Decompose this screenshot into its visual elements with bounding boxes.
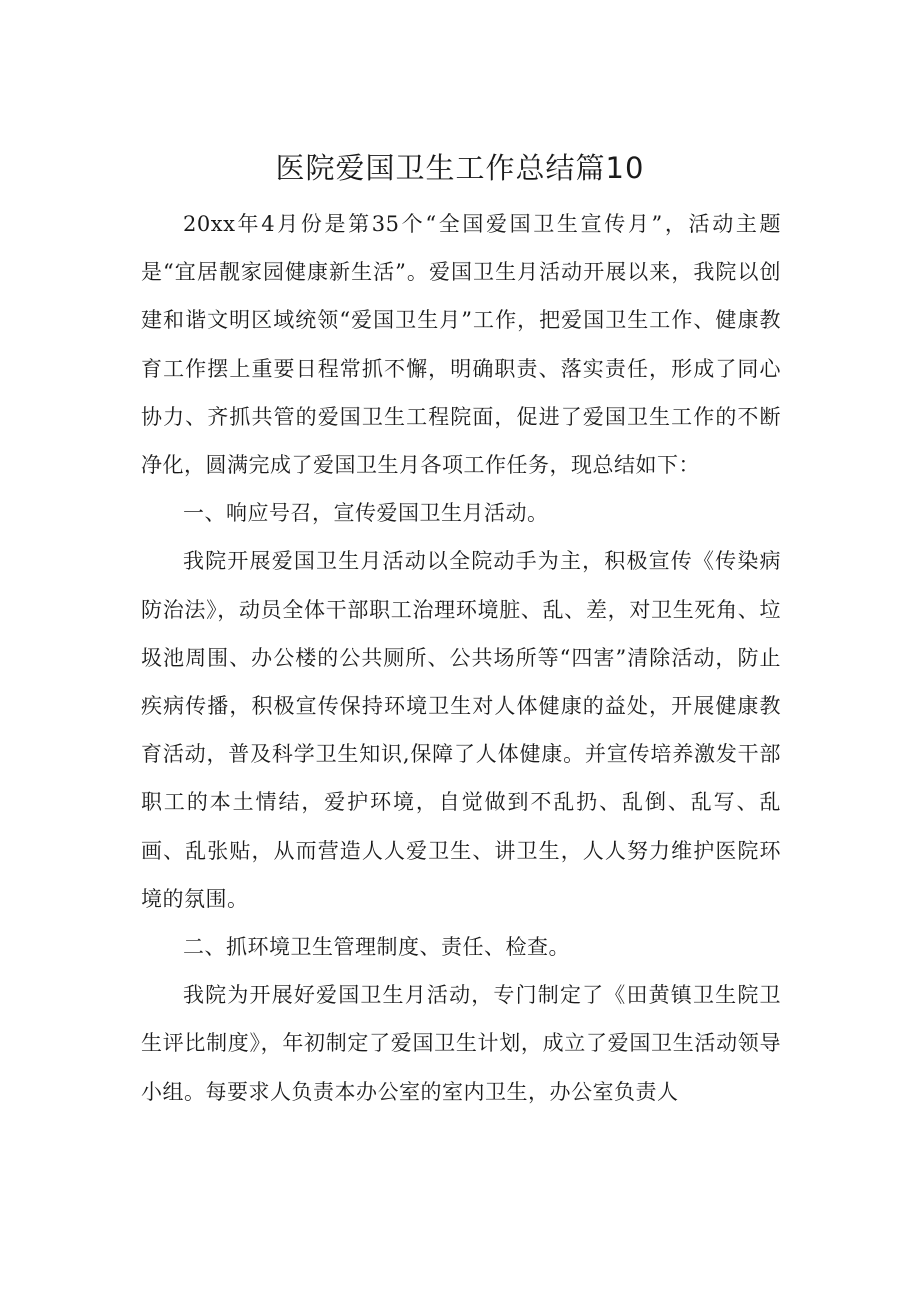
section-heading-1: 一、响应号召，宣传爱国卫生月活动。 (183, 501, 549, 526)
paragraph-section-1: 我院开展爱国卫生月活动以全院动手为主，积极宣传《传染病防治法》，动员全体干部职工治理环境脏、乱、差，对卫生死角、垃圾池周围、办公楼的公共厕所、公共场所等“四害”清除活动，防止疾病传播，积极宣传保持环境卫生对人体健康的益处，开展健康教育活动，普及科学卫生知识,保障了人体健康。并宣传培养激发干部职工的本土情结，爱护环境，自觉做到不乱扔、乱倒、乱写、乱画、乱张贴，从而营造人人爱卫生、讲卫生，人人努力维护医院环境的氛围。 (141, 549, 781, 911)
document-title: 医院爱国卫生工作总结篇10 (275, 151, 645, 185)
paragraph-intro: 20xx年4月份是第35个“全国爱国卫生宣传月”，活动主题是“宜居靓家园健康新生活”。爱国卫生月活动开展以来，我院以创建和谐文明区域统领“爱国卫生月”工作，把爱国卫生工作、健康教育工作摆上重要日程常抓不懈，明确职责、落实责任，形成了同心协力、齐抓共管的爱国卫生工程院面，促进了爱国卫生工作的不断净化，圆满完成了爱国卫生月各项工作任务，现总结如下： (141, 212, 781, 478)
section-heading-2: 二、抓环境卫生管理制度、责任、检查。 (183, 935, 570, 960)
paragraph-section-2: 我院为开展好爱国卫生月活动，专门制定了《田黄镇卫生院卫生评比制度》，年初制定了爱国卫生计划，成立了爱国卫生活动领导小组。每要求人负责本办公室的室内卫生，办公室负责人 (141, 983, 781, 1104)
document-body (141, 200, 781, 1116)
